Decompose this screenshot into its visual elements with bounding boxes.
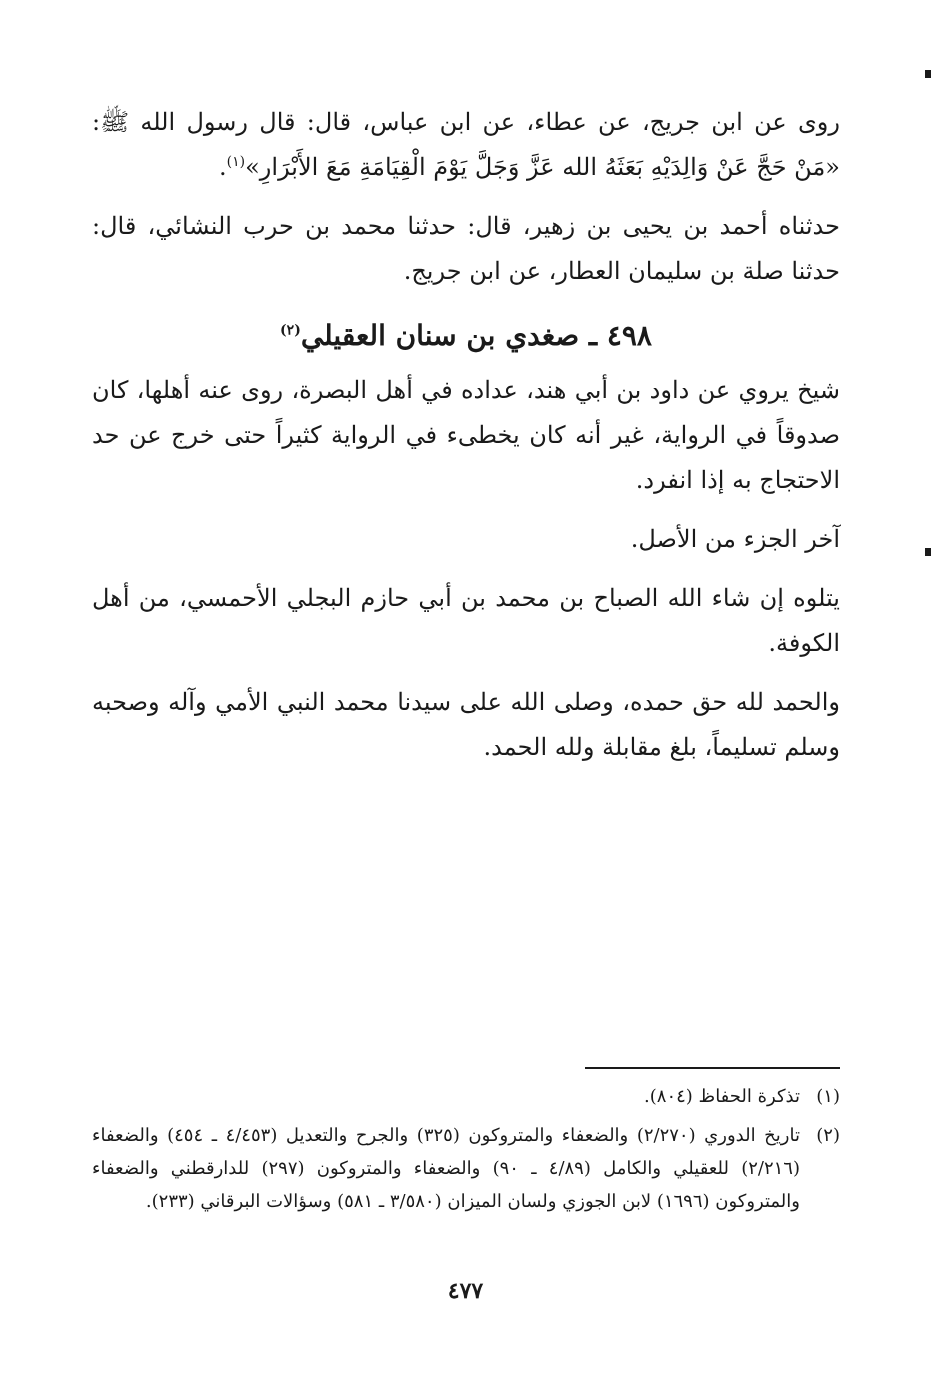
footnote-ref-2[interactable]: (٢) (280, 322, 301, 339)
paragraph-next-part: يتلوه إن شاء الله الصباح بن محمد بن أبي حازم البجلي الأحمسي، من أهل الكوفة. (92, 584, 840, 657)
paragraph-isnad: حدثناه أحمد بن يحيى بن زهير، قال: حدثنا محمد بن حرب النشائي، قال: حدثنا صلة بن سليمان العطار، عن ابن جريج. (92, 212, 840, 285)
footnote-number: (١) (816, 1086, 840, 1107)
paragraph-end-of-part: آخر الجزء من الأصل. (630, 525, 840, 553)
footnote-2 (92, 1119, 840, 1218)
paragraph-hadith-end: . (219, 153, 227, 181)
footnote-text: تاريخ الدوري (٢/٢٧٠) والضعفاء والمتروكون (٣٢٥) والجرح والتعديل (٤/٤٥٣ ـ ٤٥٤) والضعفاء (٢/٢١٦) للعقيلي والكامل (٤/٨٩ ـ ٩٠) والضعفاء والمتروكون (٢٩٧) للدارقطني والضعفاء والمتروكون (١٦٩٦) لابن الجوزي ولسان الميزان (٣/٥٨٠ ـ ٥٨١) وسؤالات البرقاني (٢٣٣). (92, 1125, 800, 1212)
main-text (92, 100, 840, 784)
paragraph-hadith (92, 100, 840, 190)
paragraph-hadith-text: روى عن ابن جريج، عن عطاء، عن ابن عباس، قال: قال رسول الله ﷺ: «مَنْ حَجَّ عَنْ وَالِدَيْهِ بَعَثَهُ الله عَزَّ وَجَلَّ يَوْمَ الْقِيَامَةِ مَعَ الأَبْرَارِ» (92, 108, 840, 181)
footnote-divider (585, 1067, 840, 1069)
page-number: ٤٧٧ (447, 1278, 484, 1304)
margin-mark-middle (925, 548, 931, 556)
footnotes (92, 1080, 840, 1224)
entry-heading-text: ٤٩٨ ـ صغدي بن سنان العقيلي (300, 319, 652, 352)
footnote-number: (٢) (816, 1125, 840, 1146)
footnote-1 (92, 1080, 840, 1113)
paragraph-closing: والحمد لله حق حمده، وصلى الله على سيدنا محمد النبي الأمي وآله وصحبه وسلم تسليماً، بلغ مقابلة ولله الحمد. (92, 688, 840, 761)
entry-heading (92, 312, 840, 360)
margin-mark-top (925, 70, 931, 78)
footnote-text: تذكرة الحفاظ (٨٠٤). (644, 1086, 800, 1107)
footnote-ref-1[interactable]: (١) (226, 154, 246, 170)
paragraph-biography: شيخ يروي عن داود بن أبي هند، عداده في أهل البصرة، روى عنه أهلها، كان صدوقاً في الرواية، غير أنه كان يخطىء في الرواية كثيراً حتى خرج عن حد الاحتجاج به إذا انفرد. (92, 376, 841, 494)
